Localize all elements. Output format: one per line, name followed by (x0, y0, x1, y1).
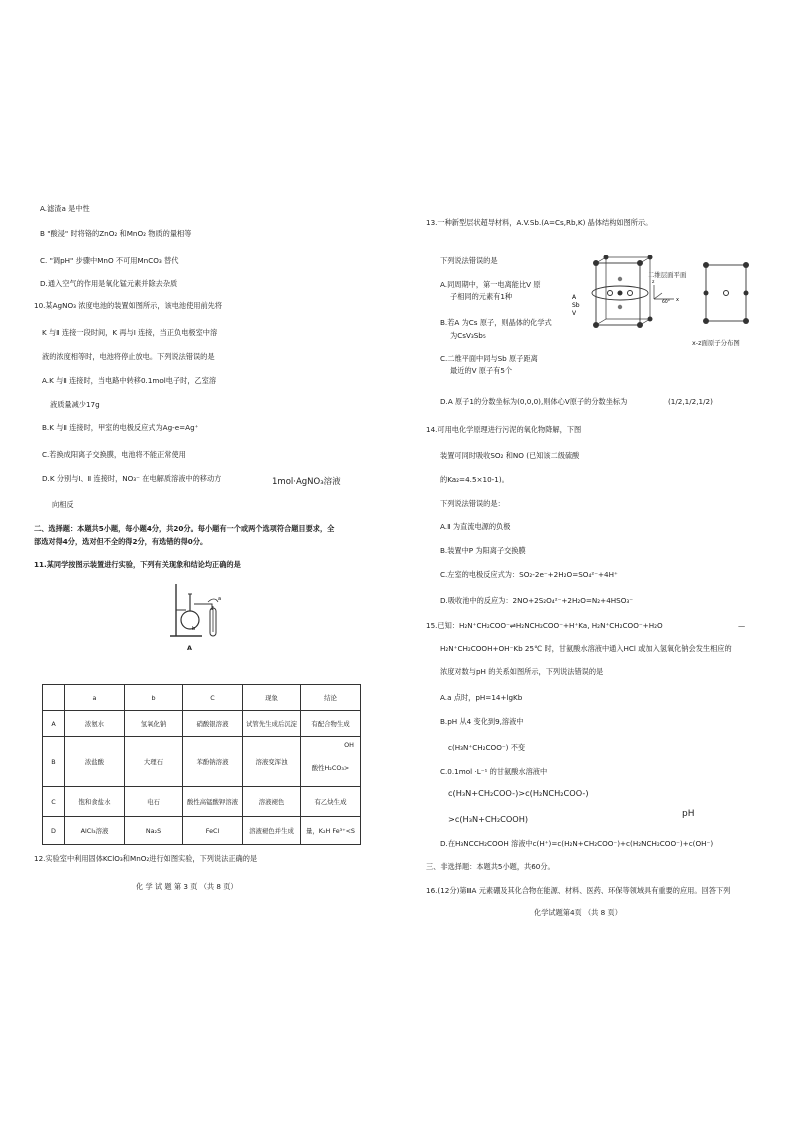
table-cell: 溶液变浑浊 (243, 737, 301, 787)
table-cell: 有乙炔生成 (301, 787, 361, 817)
table-row (43, 737, 361, 787)
oh-note: OH (344, 741, 354, 749)
table-cell: 饱和食盐水 (65, 787, 125, 817)
page-footer-right: 化学试题第4页 （共 8 页） (534, 908, 622, 917)
svg-text:a: a (218, 596, 222, 602)
q13-crystal-structure-figure (570, 255, 758, 345)
q10-option-a1: A.K 与Ⅱ 连接时，当电路中转移0.1mol电子时，乙室溶 (42, 376, 217, 385)
q15-stem-line1: 15.已知：H₂N⁺CH₂COO⁻⇌H₂NCH₂COO⁻+H⁺Ka, H₂N⁺CH₂COO⁻+H₂O (426, 621, 663, 630)
table-cell: 大理石 (125, 737, 183, 787)
q9-option-d: D.通入空气的作用是氧化锰元素并除去杂质 (40, 279, 178, 288)
q13-option-d: D.A 原子1的分数坐标为(0,0,0),则体心V原子的分数坐标为 (440, 397, 628, 406)
q16-stem: 16.(12分)第ⅢA 元素硼及其化合物在能源、材料、医药、环保等领域具有重要的应用。回答下列 (426, 886, 731, 895)
table-cell-text: 酸性H₂CO₃> (311, 764, 350, 772)
table-cell: AlCl₃溶液 (65, 817, 125, 845)
section-2-heading-line1: 二、选择题：本题共5小题，每小题4分，共20分。每小题有一个或两个选项符合题目要求，全 (34, 524, 335, 533)
svg-text:b: b (192, 626, 196, 632)
q15-option-b2: c(H₃N⁺CH₂COO⁻) 不变 (448, 743, 526, 752)
table-cell: 硝酸银溶液 (183, 711, 243, 737)
svg-text:x: x (676, 297, 679, 303)
q11-stem: 11.某同学按图示装置进行实验，下列有关现象和结论均正确的是 (34, 560, 241, 569)
table-cell: 浓盐酸 (65, 737, 125, 787)
q13-figure-caption: x-z面原子分布图 (692, 339, 740, 347)
q13-option-b1: B.若A 为Cs 原子，则晶体的化学式 (440, 318, 552, 327)
table-header-cell: 结论 (301, 685, 361, 711)
table-cell: D (43, 817, 65, 845)
q10-option-d2: 向相反 (52, 500, 74, 509)
q9-option-a: A.滤渣a 是中性 (40, 204, 90, 213)
q15-option-c3: >c(H₃N+CH₂COOH) (448, 814, 529, 824)
table-cell-with-note (301, 737, 361, 787)
q14-sub: 下列说法错误的是： (440, 499, 505, 508)
q10-option-d1: D.K 分别与Ⅰ、Ⅱ 连接时，NO₃⁻ 在电解质溶液中的移动方 (42, 474, 222, 483)
q13-option-b2: 为CsV₃Sb₅ (450, 331, 486, 340)
table-cell: 量，K₂H Fe³⁺<S (301, 817, 361, 845)
q15-ph-label: pH (682, 809, 695, 819)
q14-option-d: D.吸收池中的反应为：2NO+2S₂O₄²⁻+2H₂O=N₂+4HSO₃⁻ (440, 596, 634, 605)
table-header-row (43, 685, 361, 711)
svg-text:A: A (572, 294, 577, 301)
table-cell: B (43, 737, 65, 787)
table-cell: A (43, 711, 65, 737)
q14-stem-line3: 的Ka₂=4.5×10-1)。 (440, 475, 509, 484)
q14-option-c: C.左室的电极反应式为：SO₂-2e⁻+2H₂O=SO₄²⁻+4H⁺ (440, 570, 618, 579)
q13-stem: 13.一种新型层状超导材料，A.V.Sb.(A=Cs,Rb,K) 晶体结构如图所示。 (426, 218, 653, 227)
table-cell: 有配合物生成 (301, 711, 361, 737)
q13-figure-label-plane: 二维层面平面 (648, 271, 687, 279)
table-cell: 电石 (125, 787, 183, 817)
q15-dash: — (738, 621, 746, 630)
table-row (43, 711, 361, 737)
q11-options-table (42, 684, 361, 845)
q13-option-c1: C.二维平面中同与Sb 原子距离 (440, 354, 538, 363)
q10-option-c: C.若换成阳离子交换膜，电池将不能正常使用 (42, 450, 186, 459)
q13-option-a2: 子相同的元素有1种 (450, 292, 513, 301)
table-cell: FeCl (183, 817, 243, 845)
svg-text:Sb: Sb (572, 302, 580, 309)
q11-apparatus-figure (168, 580, 238, 642)
q14-option-a: A.Ⅱ 为直流电源的负极 (440, 522, 511, 531)
q15-option-c1: C.0.1mol ·L⁻¹ 的甘氨酸水溶液中 (440, 767, 548, 776)
q13-sub: 下列说法错误的是 (440, 256, 498, 265)
q13-option-d-coordinate: (1/2,1/2,1/2) (668, 397, 713, 406)
q10-stem-line1: 10.某AgNO₃ 浓度电池的装置如图所示，该电池使用前先将 (34, 301, 223, 310)
table-header-cell: 现象 (243, 685, 301, 711)
table-header-cell (43, 685, 65, 711)
q9-option-b: B "酸浸" 时将铬的ZnO₂ 和MnO₂ 物质的量相等 (40, 229, 192, 238)
q10-stem-line3: 液的浓度相等时，电池将停止放电。下列说法错误的是 (42, 352, 215, 361)
q13-option-a1: A.同周期中，第一电离能比V 原 (440, 280, 541, 289)
q15-option-b1: B.pH 从4 变化到9,溶液中 (440, 717, 524, 726)
table-row (43, 787, 361, 817)
page-footer-left: 化 学 试 题 第 3 页 （共 8 页） (136, 882, 238, 891)
q15-stem-line2: H₂N⁺CH₂COOH+OH⁻Kb 25℃ 时，甘氨酸水溶液中通入HCl 或加入氢氧化钠会发生相应的 (440, 644, 732, 653)
table-cell: 酸性高锰酸钾溶液 (183, 787, 243, 817)
table-cell: C (43, 787, 65, 817)
svg-text:V: V (572, 310, 577, 317)
q15-option-d: D.在H₃NCCH₂COOH 溶液中c(H⁺)=c(H₂N+CH₂COO⁻)+c(H₂NCH₂COO⁻)+c(OH⁻) (440, 839, 714, 848)
table-header-cell: a (65, 685, 125, 711)
table-row (43, 817, 361, 845)
table-cell: 试管先生成后沉淀 (243, 711, 301, 737)
q12-stem: 12.实验室中利用固体KClO₃和MnO₂进行如图实验，下列说法正确的是 (34, 854, 258, 863)
q10-option-a2: 液质量减少17g (50, 400, 100, 409)
q10-option-b: B.K 与Ⅱ 连接时，甲室的电极反应式为Ag-e=Ag⁺ (42, 423, 199, 432)
q15-stem-line3: 浓度对数与pH 的关系如图所示，下列说法错误的是 (440, 667, 604, 676)
q14-stem-line1: 14.可用电化学原理进行污泥的氧化物降解，下图 (426, 425, 582, 434)
table-header-cell: C (183, 685, 243, 711)
q13-option-c2: 最近的V 原子有5个 (450, 366, 513, 375)
section-2-heading-line2: 部选对得4分，选对但不全的得2分，有选错的得0分。 (34, 537, 208, 546)
table-cell: 浓氨水 (65, 711, 125, 737)
section-3-heading: 三、非选择题：本题共5小题，共60分。 (426, 862, 555, 871)
svg-text:60°: 60° (662, 300, 670, 305)
q14-option-b: B.装置中P 为阳离子交换膜 (440, 546, 526, 555)
q15-option-a: A.a 点时，pH=14+lgKb (440, 693, 523, 702)
table-header-cell: b (125, 685, 183, 711)
q11-figure-label: A (187, 644, 192, 652)
q14-stem-line2: 装置可同时吸收SO₂ 和NO (已知该二级硫酸 (440, 451, 580, 460)
table-cell: 苯酚钠溶液 (183, 737, 243, 787)
table-cell: Na₂S (125, 817, 183, 845)
table-cell: 溶液褪色 (243, 787, 301, 817)
q10-stem-line2: K 与Ⅱ 连接一段时间，K 再与Ⅰ 连接，当正负电极室中溶 (42, 328, 218, 337)
table-cell: 氢氧化钠 (125, 711, 183, 737)
q9-option-c: C. "调pH" 步骤中MnO 不可用MnCO₃ 替代 (40, 256, 179, 265)
q15-option-c2: c(H₃N+CH₂COO-)>c(H₂NCH₂COO-) (448, 788, 589, 798)
q10-figure-label: 1mol·AgNO₃溶液 (272, 477, 341, 487)
svg-text:z: z (652, 280, 655, 285)
table-cell: 溶液褪色并生成 (243, 817, 301, 845)
